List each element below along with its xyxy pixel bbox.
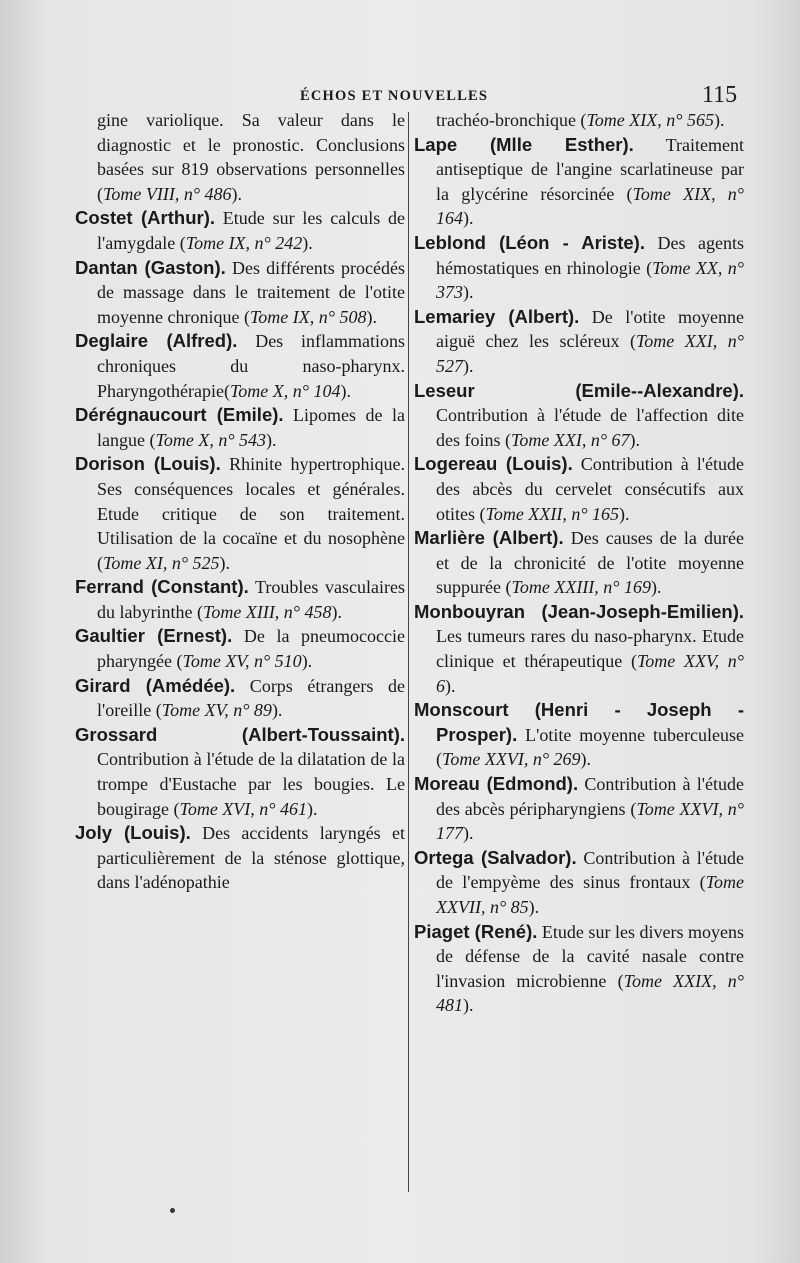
index-entry	[414, 452, 744, 526]
entry-author: Logereau (Louis).	[414, 453, 573, 475]
entry-title: trachéo-bronchique (	[436, 110, 587, 130]
entry-closing: ).	[463, 282, 474, 303]
index-entry	[75, 329, 405, 403]
entry-author: Monscourt (Henri - Joseph - Prosper).	[414, 699, 744, 745]
entry-volume-ref: Tome X, n° 104	[229, 380, 341, 401]
entry-author: Leblond (Léon - Ariste).	[414, 231, 645, 253]
entry-closing: ).	[463, 823, 474, 844]
entry-closing: ).	[366, 306, 377, 327]
index-entry	[75, 674, 405, 723]
entry-volume-ref: Tome VIII, n° 486	[103, 183, 232, 204]
entry-author: Moreau (Edmond).	[414, 773, 579, 795]
entry-title: Contribution à l'étude de l'affection dite des foins (	[436, 405, 744, 450]
entry-volume-ref: Tome X, n° 543	[155, 429, 267, 450]
entry-volume-ref: Tome XXIII, n° 169	[511, 577, 652, 598]
left-column	[75, 108, 405, 895]
entry-title: Etude sur les divers moyens de défense de la cavité nasale contre l'invasion microbienne (	[436, 921, 744, 991]
entry-author: Marlière (Albert).	[414, 527, 564, 549]
entry-volume-ref: Tome XIX, n° 565	[586, 110, 714, 130]
entry-closing: ).	[302, 232, 313, 253]
ink-mark	[170, 1208, 175, 1213]
index-entry	[414, 846, 744, 920]
entry-title: Des accidents laryngés et particulièrement de la sténose glottique, dans l'adénopathie	[97, 823, 405, 893]
entry-author: Girard (Amédée).	[75, 674, 236, 696]
entry-title: gine variolique. Sa valeur dans le diagnostic et le pronostic. Conclusions basées sur 819 observations personnelles (	[97, 110, 405, 204]
index-entry	[75, 256, 405, 330]
entry-volume-ref: Tome XXVI, n° 269	[442, 749, 581, 770]
entry-closing: ).	[340, 380, 351, 401]
entry-closing: ).	[629, 429, 641, 450]
entry-author: Joly (Louis).	[75, 822, 191, 844]
entry-volume-ref: Tome XXII, n° 165	[485, 503, 620, 524]
entry-title: Traitement antiseptique de l'angine scarlatineuse par la glycérine résorcinée (	[436, 134, 744, 204]
index-entry	[75, 403, 405, 452]
index-entry	[414, 920, 744, 1018]
index-entry	[414, 133, 744, 231]
entry-volume-ref: Tome XXIX, n° 481	[436, 970, 745, 1016]
column-divider	[408, 112, 409, 1192]
entry-title: De la pneumococcie pharyngée (	[97, 626, 405, 672]
entry-volume-ref: Tome XXI, n° 527	[436, 331, 745, 376]
entry-closing: ).	[463, 995, 474, 1016]
entry-author: Deglaire (Alfred).	[75, 330, 238, 352]
entry-title: Des différents procédés de massage dans le traitement de l'otite moyenne chronique (	[97, 257, 405, 327]
entry-volume-ref: Tome XV, n° 510	[182, 651, 302, 672]
entry-closing: ).	[301, 651, 313, 672]
entry-closing: ).	[307, 798, 318, 819]
index-entry	[414, 379, 744, 453]
entry-closing: ).	[445, 675, 456, 696]
index-entry	[75, 821, 405, 895]
entry-title: De l'otite moyenne aiguë chez les scléreux (	[436, 306, 744, 352]
entry-author: Lape (Mlle Esther).	[414, 133, 634, 155]
entry-volume-ref: Tome XX, n° 373	[436, 257, 744, 303]
entry-closing: ).	[619, 503, 630, 524]
index-entry	[75, 575, 405, 624]
entry-author: Monbouyran (Jean-Joseph-Emilien).	[414, 600, 744, 622]
entry-title: Contribution à l'étude des abcès péripharyngiens (	[436, 774, 744, 819]
entry-volume-ref: Tome XXI, n° 67	[511, 429, 630, 450]
index-entry	[75, 624, 405, 673]
entry-volume-ref: Tome XXVI, n° 177	[436, 798, 744, 844]
entry-title: Contribution à l'étude de l'empyème des sinus frontaux (	[436, 847, 744, 893]
entry-title: Troubles vasculaires du labyrinthe (	[97, 577, 405, 622]
index-entry	[414, 231, 744, 305]
running-title: ÉCHOS ET NOUVELLES	[300, 88, 489, 104]
entry-author: Ortega (Salvador).	[414, 846, 577, 868]
entry-title: Rhinite hypertrophique. Ses conséquences locales et générales. Etude critique de son traitement. Utilisation de la cocaïne et du nosophène (	[97, 454, 406, 573]
index-entry	[75, 452, 405, 575]
entry-title: Des agents hémostatiques en rhinologie (	[436, 232, 744, 278]
entry-volume-ref: Tome XV, n° 89	[161, 700, 272, 721]
entry-volume-ref: Tome XXVII, n° 85	[436, 872, 744, 917]
entry-closing: ).	[528, 897, 540, 917]
entry-title: Contribution à l'étude de la dilatation de la trompe d'Eustache par les bougies. Le bougirage (	[97, 749, 405, 819]
entry-author: Gaultier (Ernest).	[75, 625, 233, 647]
entry-closing: ).	[463, 355, 474, 376]
index-entry	[75, 108, 405, 206]
entry-volume-ref: Tome XVI, n° 461	[179, 798, 307, 819]
entry-title: Lipomes de la langue (	[97, 405, 405, 450]
entry-volume-ref: Tome IX, n° 242	[185, 232, 303, 253]
entry-closing: ).	[651, 577, 662, 598]
entry-closing: ).	[580, 749, 592, 770]
entry-author: Dantan (Gaston).	[75, 256, 226, 278]
index-entry	[414, 108, 744, 133]
entry-title: L'otite moyenne tuberculeuse (	[436, 724, 744, 770]
entry-title: Contribution à l'étude des abcès du cervelet consécutifs aux otites (	[436, 454, 745, 524]
entry-closing: ).	[219, 552, 231, 573]
entry-volume-ref: Tome XXV, n° 6	[436, 651, 744, 696]
entry-title: Des causes de la durée et de la chronicité de l'otite moyenne suppurée (	[436, 528, 744, 598]
index-entry	[414, 772, 744, 846]
page-number: 115	[702, 82, 738, 108]
entry-closing: ).	[271, 700, 283, 721]
entry-closing: ).	[713, 110, 725, 130]
right-column	[414, 108, 744, 1018]
entry-volume-ref: Tome XIX, n° 164	[436, 183, 745, 229]
index-entry	[414, 698, 744, 772]
index-entry	[75, 723, 405, 821]
entry-volume-ref: Tome XIII, n° 458	[202, 601, 332, 622]
entry-author: Dérégnaucourt (Emile).	[75, 404, 284, 426]
entry-author: Lemariey (Albert).	[414, 305, 580, 327]
entry-title: Etude sur les calculs de l'amygdale (	[97, 208, 405, 253]
entry-title: Les tumeurs rares du naso-pharynx. Etude clinique et thérapeutique (	[436, 626, 744, 672]
index-entry	[75, 206, 405, 255]
entry-author: Piaget (René).	[414, 920, 538, 942]
entry-author: Dorison (Louis).	[75, 453, 221, 475]
entry-volume-ref: Tome IX, n° 508	[249, 306, 367, 327]
entry-closing: ).	[231, 183, 243, 204]
index-entry	[414, 526, 744, 600]
entry-author: Ferrand (Constant).	[75, 576, 249, 598]
entry-author: Costet (Arthur).	[75, 207, 215, 229]
entry-title: Corps étrangers de l'oreille (	[97, 675, 405, 721]
entry-closing: ).	[331, 601, 343, 622]
entry-author: Grossard (Albert-Toussaint).	[75, 723, 405, 745]
entry-closing: ).	[463, 208, 474, 229]
entry-author: Leseur (Emile--Alexandre).	[414, 379, 744, 401]
entry-closing: ).	[266, 429, 277, 450]
index-entry	[414, 600, 744, 698]
entry-title: Des inflammations chroniques du naso-pharynx. Pharyngothérapie(	[97, 331, 405, 401]
entry-volume-ref: Tome XI, n° 525	[103, 552, 220, 573]
index-entry	[414, 305, 744, 379]
